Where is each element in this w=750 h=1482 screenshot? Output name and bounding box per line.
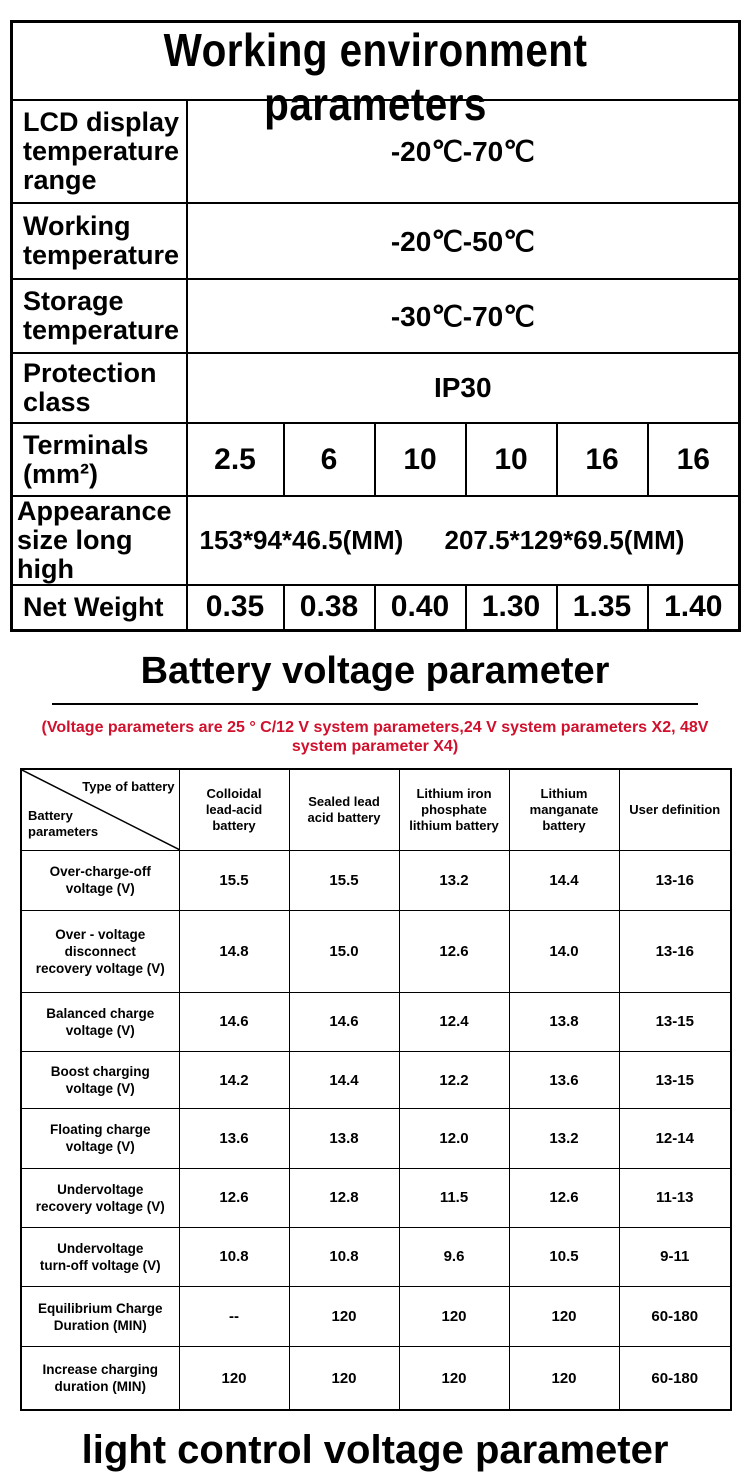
corner-cell bbox=[21, 769, 179, 851]
table-row bbox=[21, 1168, 731, 1227]
label-line: voltage (V) bbox=[65, 1081, 135, 1097]
table-cell: 12.2 bbox=[399, 1052, 509, 1109]
label-line: voltage (V) bbox=[65, 881, 135, 897]
column-header bbox=[399, 769, 509, 851]
label-line: Over - voltage bbox=[55, 926, 146, 942]
appearance-label bbox=[12, 496, 187, 585]
table-cell: 13.6 bbox=[509, 1052, 619, 1109]
table-cell: 12.8 bbox=[289, 1168, 399, 1227]
label-line: recovery voltage (V) bbox=[35, 960, 165, 976]
label-line: turn-off voltage (V) bbox=[39, 1257, 161, 1273]
label-line: temperature bbox=[23, 315, 180, 345]
table-cell: 15.5 bbox=[179, 851, 289, 910]
table-cell: 11-13 bbox=[619, 1168, 731, 1227]
label-line: LCD display bbox=[23, 107, 180, 137]
weight-value: 0.40 bbox=[375, 585, 466, 630]
label-line: battery bbox=[542, 818, 586, 834]
label-line: class bbox=[23, 387, 91, 417]
table-cell: 14.8 bbox=[179, 910, 289, 992]
label-line: recovery voltage (V) bbox=[35, 1198, 165, 1214]
appearance-size-small: 153*94*46.5(MM) bbox=[199, 525, 404, 555]
table-row bbox=[21, 1109, 731, 1168]
env-title: Working environment parameters bbox=[163, 24, 588, 130]
label-line: temperature bbox=[23, 136, 180, 166]
working-environment-table bbox=[10, 20, 741, 632]
label-line: Working bbox=[23, 211, 131, 241]
table-row bbox=[21, 1286, 731, 1346]
label-line: Increase charging bbox=[42, 1362, 159, 1378]
table-cell: 13.8 bbox=[289, 1109, 399, 1168]
table-cell: 12.6 bbox=[399, 910, 509, 992]
title-underline bbox=[52, 703, 698, 705]
label-line: Lithium bbox=[540, 786, 588, 802]
row-label bbox=[21, 1052, 179, 1109]
label-line: Protection bbox=[23, 358, 157, 388]
table-cell: 10.8 bbox=[289, 1227, 399, 1286]
label-line: acid battery bbox=[307, 810, 381, 826]
table-cell: 14.4 bbox=[289, 1052, 399, 1109]
table-cell: 10.5 bbox=[509, 1227, 619, 1286]
table-row bbox=[21, 910, 731, 992]
label-line: Battery bbox=[28, 808, 73, 824]
column-header bbox=[619, 769, 731, 851]
net-weight-label: Net Weight bbox=[12, 585, 187, 630]
row-label bbox=[21, 1286, 179, 1346]
table-cell: 13-15 bbox=[619, 1052, 731, 1109]
column-header bbox=[509, 769, 619, 851]
table-cell: 11.5 bbox=[399, 1168, 509, 1227]
env-row-value: -20℃-50℃ bbox=[187, 203, 740, 279]
table-cell: 12-14 bbox=[619, 1109, 731, 1168]
table-cell: 13-16 bbox=[619, 910, 731, 992]
table-cell: 13.8 bbox=[509, 992, 619, 1051]
table-cell: 9-11 bbox=[619, 1227, 731, 1286]
env-row-label bbox=[12, 279, 187, 353]
label-line: manganate bbox=[529, 802, 599, 818]
label-line: Lithium iron bbox=[416, 786, 492, 802]
table-cell: 12.6 bbox=[179, 1168, 289, 1227]
table-row bbox=[21, 1052, 731, 1109]
env-row-value: IP30 bbox=[187, 353, 740, 423]
corner-bottom-label bbox=[28, 808, 98, 840]
table-cell: 15.0 bbox=[289, 910, 399, 992]
label-line: Equilibrium Charge bbox=[37, 1300, 163, 1316]
terminal-value: 10 bbox=[375, 423, 466, 496]
table-cell: 14.0 bbox=[509, 910, 619, 992]
table-cell: 120 bbox=[289, 1286, 399, 1346]
table-cell: 14.6 bbox=[179, 992, 289, 1051]
label-line: Undervoltage bbox=[57, 1181, 144, 1197]
table-cell: -- bbox=[179, 1286, 289, 1346]
env-row-value: -30℃-70℃ bbox=[187, 279, 740, 353]
label-line: Appearance bbox=[17, 496, 172, 526]
label-line: Balanced charge bbox=[46, 1005, 155, 1021]
label-line: temperature bbox=[23, 240, 180, 270]
row-label bbox=[21, 992, 179, 1051]
terminal-value: 10 bbox=[466, 423, 557, 496]
row-label bbox=[21, 851, 179, 910]
table-cell: 120 bbox=[289, 1347, 399, 1410]
terminals-label bbox=[12, 423, 187, 496]
corner-top-label: Type of battery bbox=[82, 779, 175, 795]
label-line: User definition bbox=[629, 802, 721, 818]
env-row-label bbox=[12, 353, 187, 423]
terminal-value: 6 bbox=[284, 423, 375, 496]
table-cell: 120 bbox=[399, 1286, 509, 1346]
table-cell: 120 bbox=[179, 1347, 289, 1410]
table-cell: 15.5 bbox=[289, 851, 399, 910]
table-cell: 60-180 bbox=[619, 1347, 731, 1410]
table-cell: 120 bbox=[399, 1347, 509, 1410]
terminal-value: 2.5 bbox=[187, 423, 284, 496]
label-line: Over-charge-off bbox=[49, 864, 151, 880]
label-line: Colloidal bbox=[206, 786, 262, 802]
weight-value: 0.38 bbox=[284, 585, 375, 630]
battery-voltage-table bbox=[20, 768, 732, 1411]
table-row bbox=[21, 851, 731, 910]
row-label bbox=[21, 1347, 179, 1410]
table-row bbox=[21, 992, 731, 1051]
table-cell: 13.6 bbox=[179, 1109, 289, 1168]
label-line: Duration (MIN) bbox=[53, 1317, 147, 1333]
table-cell: 12.0 bbox=[399, 1109, 509, 1168]
label-line: size long high bbox=[17, 525, 133, 584]
row-label bbox=[21, 1168, 179, 1227]
label-line: parameters bbox=[28, 824, 99, 840]
table-cell: 120 bbox=[509, 1286, 619, 1346]
table-cell: 13-15 bbox=[619, 992, 731, 1051]
table-cell: 13.2 bbox=[509, 1109, 619, 1168]
light-section-title: light control voltage parameter bbox=[81, 1428, 669, 1472]
label-line: Undervoltage bbox=[57, 1240, 144, 1256]
battery-section-title: Battery voltage parameter bbox=[140, 650, 610, 692]
label-line: Terminals bbox=[23, 429, 149, 460]
table-cell: 13.2 bbox=[399, 851, 509, 910]
table-cell: 12.6 bbox=[509, 1168, 619, 1227]
label-line: Sealed lead bbox=[308, 794, 380, 810]
appearance-size-large: 207.5*129*69.5(MM) bbox=[444, 525, 685, 555]
label-line: battery bbox=[212, 818, 256, 834]
label-line: (mm²) bbox=[23, 458, 98, 489]
terminal-value: 16 bbox=[557, 423, 648, 496]
label-line: voltage (V) bbox=[65, 1139, 135, 1155]
row-label bbox=[21, 910, 179, 992]
terminal-value: 16 bbox=[648, 423, 740, 496]
label-line: duration (MIN) bbox=[54, 1379, 146, 1395]
table-row bbox=[21, 1347, 731, 1410]
column-header bbox=[289, 769, 399, 851]
weight-value: 1.40 bbox=[648, 585, 740, 630]
appearance-values bbox=[187, 496, 740, 585]
label-line: range bbox=[23, 165, 97, 195]
table-cell: 9.6 bbox=[399, 1227, 509, 1286]
weight-value: 1.35 bbox=[557, 585, 648, 630]
table-cell: 13-16 bbox=[619, 851, 731, 910]
weight-value: 0.35 bbox=[187, 585, 284, 630]
label-line: Boost charging bbox=[50, 1064, 150, 1080]
label-line: voltage (V) bbox=[65, 1022, 135, 1038]
label-line: phosphate bbox=[421, 802, 487, 818]
table-cell: 10.8 bbox=[179, 1227, 289, 1286]
table-cell: 120 bbox=[509, 1347, 619, 1410]
label-line: lead-acid bbox=[205, 802, 263, 818]
table-cell: 14.4 bbox=[509, 851, 619, 910]
battery-table-body bbox=[21, 851, 731, 1410]
env-row-value: -20℃-70℃ bbox=[187, 100, 740, 203]
column-header bbox=[179, 769, 289, 851]
label-line: Floating charge bbox=[49, 1122, 151, 1138]
row-label bbox=[21, 1227, 179, 1286]
label-line: disconnect bbox=[64, 943, 136, 959]
table-cell: 12.4 bbox=[399, 992, 509, 1051]
label-line: lithium battery bbox=[409, 818, 499, 834]
table-cell: 14.6 bbox=[289, 992, 399, 1051]
table-cell: 60-180 bbox=[619, 1286, 731, 1346]
env-row-label bbox=[12, 100, 187, 203]
battery-note: (Voltage parameters are 25 ° C/12 V system parameters,24 V system parameters X2, 48V system parameter X4) bbox=[41, 719, 709, 755]
label-line: Storage bbox=[23, 286, 124, 316]
weight-value: 1.30 bbox=[466, 585, 557, 630]
table-row bbox=[21, 1227, 731, 1286]
env-row-label bbox=[12, 203, 187, 279]
row-label bbox=[21, 1109, 179, 1168]
table-cell: 14.2 bbox=[179, 1052, 289, 1109]
